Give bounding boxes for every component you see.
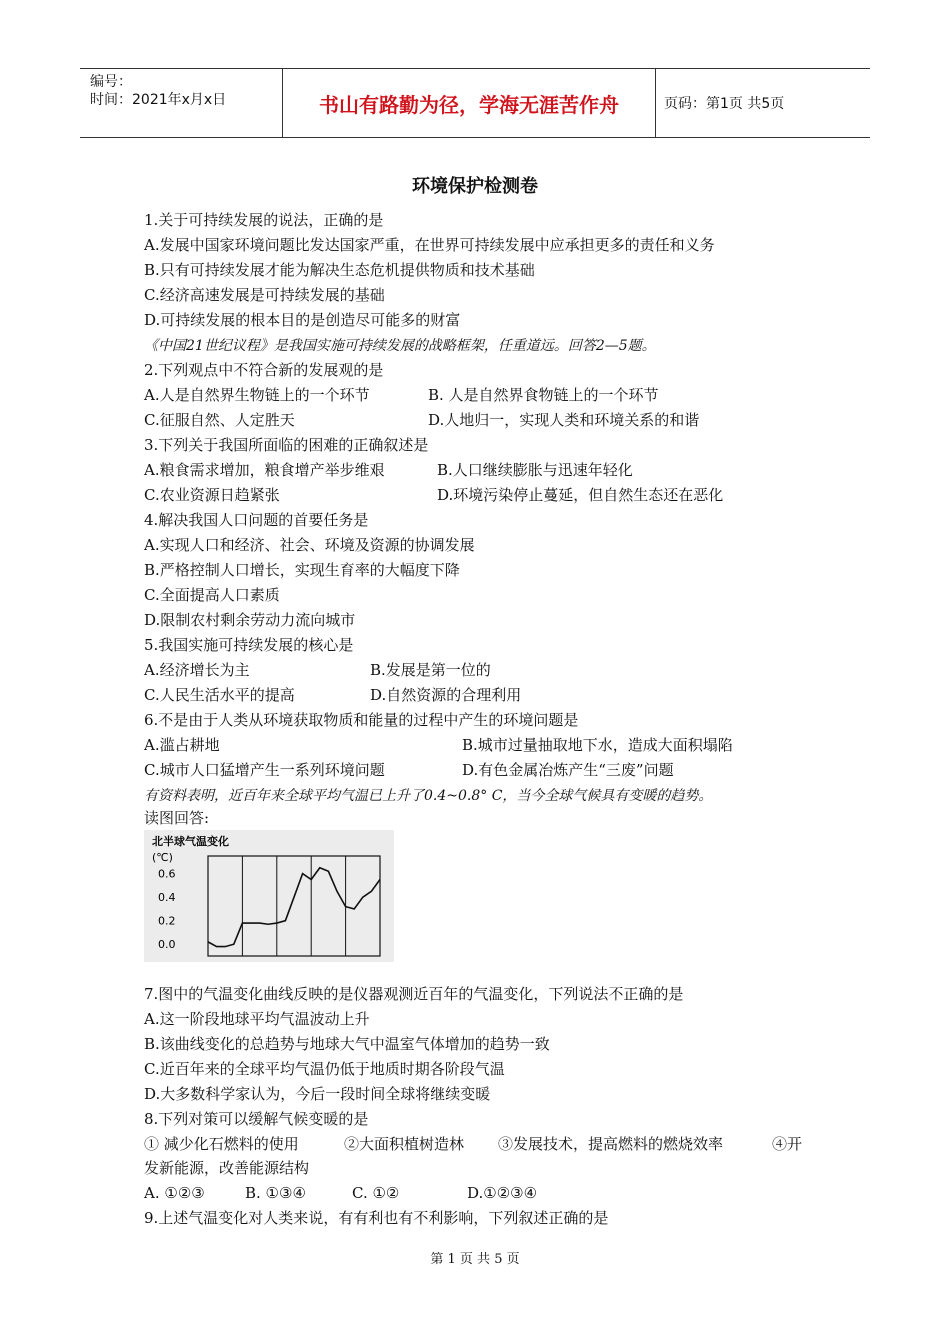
temperature-chart	[144, 830, 394, 962]
passage-line: 有资料表明，近百年来全球平均气温已上升了0.4~0.8° C，当今全球气候具有变暖的趋势。	[144, 788, 713, 804]
y-axis-label: (℃)	[152, 851, 173, 864]
page-title: 环境保护检测卷	[412, 176, 538, 197]
question-line: A.粮食需求增加，粮食增产举步维艰	[144, 461, 385, 479]
plot-frame	[208, 856, 380, 956]
question-line: ① 减少化石燃料的使用	[144, 1135, 299, 1153]
number-label: 编号：	[90, 74, 132, 90]
question-line: 1.关于可持续发展的说法，正确的是	[144, 211, 384, 229]
question-line: C.农业资源日趋紧张	[144, 486, 280, 504]
question-line: A.这一阶段地球平均气温波动上升	[144, 1010, 370, 1028]
question-line: 7.图中的气温变化曲线反映的是仪器观测近百年的气温变化，下列说法不正确的是	[144, 985, 684, 1003]
question-line: 读图回答:	[144, 809, 210, 827]
question-line: D.可持续发展的根本目的是创造尽可能多的财富	[144, 311, 461, 329]
question-line: B.人口继续膨胀与迅速年轻化	[437, 461, 633, 479]
question-line: 4.解决我国人口问题的首要任务是	[144, 511, 369, 529]
y-tick-label: 0.0	[158, 938, 176, 952]
question-line: C.城市人口猛增产生一系列环境问题	[144, 761, 385, 779]
y-tick-label: 0.2	[158, 914, 176, 928]
question-line: B. ①③④	[245, 1184, 306, 1202]
chart-title: 北半球气温变化	[152, 835, 229, 848]
question-line: C.近百年来的全球平均气温仍低于地质时期各阶段气温	[144, 1060, 505, 1078]
question-line: D.①②③④	[467, 1184, 538, 1202]
question-line: A.实现人口和经济、社会、环境及资源的协调发展	[144, 536, 475, 554]
page-info: 页码：第1页 共5页	[664, 96, 785, 112]
chart-svg	[144, 830, 394, 962]
question-line: C.征服自然、人定胜天	[144, 411, 295, 429]
question-line: A.经济增长为主	[144, 661, 250, 679]
question-line: B.发展是第一位的	[370, 661, 491, 679]
passage-line: 《中国21世纪议程》是我国实施可持续发展的战略框架，任重道远。回答2—5题。	[144, 338, 656, 354]
question-line: D.大多数科学家认为，今后一段时间全球将继续变暖	[144, 1085, 491, 1103]
question-line: ④开	[772, 1135, 803, 1153]
question-line: ③发展技术，提高燃料的燃烧效率	[498, 1135, 724, 1153]
question-line: B.只有可持续发展才能为解决生态危机提供物质和技术基础	[144, 261, 535, 279]
question-line: D.有色金属冶炼产生“三废”问题	[462, 761, 674, 779]
question-line: A.滥占耕地	[144, 736, 220, 754]
y-tick-label: 0.4	[158, 891, 176, 905]
question-line: D.人地归一，实现人类和环境关系的和谐	[428, 411, 700, 429]
motto: 书山有路勤为径，学海无涯苦作舟	[282, 69, 656, 137]
date-label: 时间：2021年x月x日	[90, 92, 227, 108]
question-line: D.限制农村剩余劳动力流向城市	[144, 611, 356, 629]
question-line: D.环境污染停止蔓延，但自然生态还在恶化	[437, 486, 724, 504]
header-table	[80, 68, 870, 138]
question-line: 2.下列观点中不符合新的发展观的是	[144, 361, 384, 379]
header-left-cell	[80, 69, 280, 137]
question-line: A. ①②③	[144, 1184, 205, 1202]
question-line: 8.下列对策可以缓解气候变暖的是	[144, 1110, 369, 1128]
question-line: C. ①②	[352, 1184, 400, 1202]
question-line: 5.我国实施可持续发展的核心是	[144, 636, 354, 654]
question-line: B. 人是自然界食物链上的一个环节	[428, 386, 659, 404]
question-line: C.经济高速发展是可持续发展的基础	[144, 286, 385, 304]
question-line: D.自然资源的合理利用	[370, 686, 522, 704]
question-line: B.严格控制人口增长，实现生育率的大幅度下降	[144, 561, 460, 579]
question-line: ②大面积植树造林	[344, 1135, 465, 1153]
question-line: 9.上述气温变化对人类来说，有有利也有不利影响，下列叙述正确的是	[144, 1209, 609, 1227]
question-line: 3.下列关于我国所面临的困难的正确叙述是	[144, 436, 429, 454]
question-line: B.该曲线变化的总趋势与地球大气中温室气体增加的趋势一致	[144, 1035, 550, 1053]
y-tick-label: 0.6	[158, 867, 176, 881]
question-line: C.人民生活水平的提高	[144, 686, 295, 704]
question-line: A.发展中国家环境问题比发达国家严重，在世界可持续发展中应承担更多的责任和义务	[144, 236, 715, 254]
page-footer: 第 1 页 共 5 页	[430, 1252, 520, 1267]
question-line: B.城市过量抽取地下水，造成大面积塌陷	[462, 736, 733, 754]
question-line: 发新能源，改善能源结构	[144, 1159, 310, 1177]
question-line: A.人是自然界生物链上的一个环节	[144, 386, 370, 404]
temperature-series-line	[208, 868, 380, 947]
question-line: 6.不是由于人类从环境获取物质和能量的过程中产生的环境问题是	[144, 711, 579, 729]
question-line: C.全面提高人口素质	[144, 586, 280, 604]
